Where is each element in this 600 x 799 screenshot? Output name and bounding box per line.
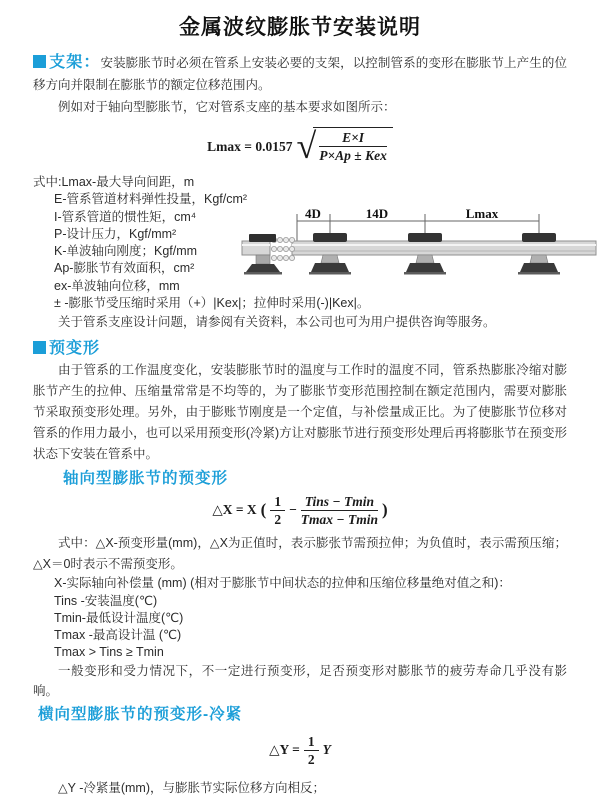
- sqrt-radical: [296, 127, 392, 167]
- pipe: [242, 241, 596, 255]
- document-page: [0, 13, 600, 799]
- dim-label-4d: 4D: [305, 206, 321, 221]
- term-line: Tins -安装温度(℃): [54, 593, 158, 608]
- dim-label-lmax: Lmax: [465, 206, 499, 221]
- term-line: Tmax > Tins ≥ Tmin: [54, 645, 164, 660]
- axial-preform-formula: [33, 491, 567, 529]
- section-heading-preform: 预变形: [49, 340, 101, 358]
- lateral-formula-rhs: Y: [322, 742, 331, 758]
- preform-body-text: 由于管系的工作温度变化，安装膨胀节时的温度与工作时的温度不同，管系热膨胀冷缩对膨胀节产生的拉伸、压缩量常常是不均等的，为了膨胀节变形范围控制在额定范围内，需要对膨胀节采取预变形处理。另外，由于膨账节刚度是一个定值，与补偿量成正比。为了使膨胀节位移对管系的作用力最小，也可以采用预变形(冷紧)方让对膨胀节进行预变形处理后再将膨胀节在预变形状态下安装在管系中。: [33, 363, 567, 462]
- half-denominator: 2: [274, 511, 282, 527]
- term-line: P-设计压力，Kgf/mm²: [54, 226, 177, 241]
- section-marker-icon: [33, 341, 46, 354]
- lateral-subheading: 横向型膨胀节的预变形-冷紧: [38, 706, 243, 724]
- term-line: I-管系管道的惯性矩，cm⁴: [54, 209, 197, 224]
- support-intro-paragraph: [33, 52, 567, 96]
- term-line: K-单波轴向刚度；Kgf/mm: [54, 244, 198, 259]
- lmax-formula-lhs: Lmax = 0.0157: [207, 139, 293, 154]
- preform-heading-line: [33, 338, 567, 360]
- term-line: Tmax -最高设计温 (℃): [54, 627, 182, 642]
- axial-variable-list: [33, 575, 567, 661]
- section-heading-support: 支架：: [49, 54, 101, 71]
- axial-formula-lhs: △X = X: [212, 502, 257, 518]
- section-marker-icon: [33, 55, 46, 68]
- support-example-text: 例如对于轴向型膨胀节，它对管系支座的基本要求如图所示：: [58, 100, 396, 114]
- term-line: X-实际轴向补偿量 (mm) (相对于膨胀节中间状态的拉伸和压缩位移量绝对值之和)：: [54, 576, 511, 591]
- support-note-text: 关于管系支座设计问题，请参阅有关资料，本公司也可为用户提供咨询等服务。: [58, 315, 496, 330]
- lateral-frac-denominator: 2: [307, 751, 315, 767]
- minus-sign: −: [289, 502, 297, 518]
- lmax-formula-numerator: E×I: [319, 130, 387, 147]
- lateral-preform-formula: [33, 733, 567, 767]
- close-paren: ): [381, 500, 388, 520]
- term-line: 式中:Lmax-最大导向间距，m: [33, 175, 195, 189]
- page-title: 金属波纹膨胀节安装说明: [179, 16, 421, 39]
- half-numerator: 1: [270, 494, 285, 511]
- open-paren: (: [260, 500, 267, 520]
- support-intro-text: 安装膨胀节时必须在管系上安装必要的支架，以控制管系的变形在膨胀节上产生的位移方向并限制在膨胀节的额定位移范围内。: [33, 56, 567, 92]
- term-line: ± -膨胀节受压缩时采用（+）|Kex|；拉伸时采用(-)|Kex|。: [54, 296, 370, 311]
- dim-label-14d: 14D: [365, 206, 389, 221]
- lateral-frac-numerator: 1: [304, 734, 319, 751]
- term-line: E-管系管道材料弹性投量，Kgf/cm²: [54, 192, 248, 207]
- term-line: Ap-膨胀节有效面积，cm²: [54, 261, 195, 276]
- lmax-formula-denominator: P×Ap ± Kex: [319, 148, 387, 163]
- term-line: ex-单波轴向位移，mm: [54, 278, 180, 293]
- axial-formula-denominator: Tmax − Tmin: [300, 511, 378, 527]
- axial-desc-text: 式中：△X-预变形量(mm)，△X为正值时，表示膨张节需预拉伸；为负值时，表示需预压缩；△X＝0时表示不需预变形。: [33, 536, 567, 572]
- lateral-formula-lhs: △Y =: [269, 742, 300, 758]
- axial-formula-numerator: Tins − Tmin: [301, 494, 378, 511]
- support-spacing-diagram: [240, 205, 600, 305]
- lateral-desc-text: △Y -冷紧量(mm)，与膨胀节实际位移方向相反；: [58, 781, 326, 796]
- term-line: Tmin-最低设计温度(℃): [54, 610, 184, 625]
- axial-subheading: 轴向型膨胀节的预变形: [63, 470, 229, 488]
- lmax-formula: [33, 125, 567, 169]
- axial-note-text: 一般变形和受力情况下，不一定进行预变形，足否预变形对膨胀节的疲劳寿命几乎没有影响。: [33, 664, 567, 699]
- radical-sign: √: [296, 126, 317, 166]
